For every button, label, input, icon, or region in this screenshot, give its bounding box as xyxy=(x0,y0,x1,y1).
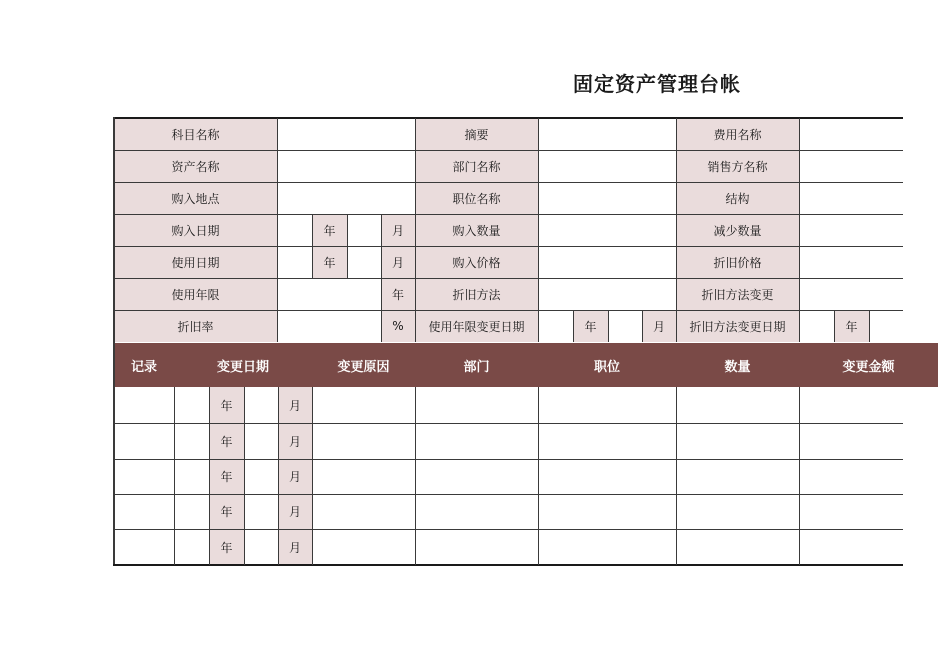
grid-line xyxy=(381,310,382,342)
value-depreciation-rate[interactable] xyxy=(277,310,381,342)
log-position-cell[interactable] xyxy=(538,423,676,459)
grid-line xyxy=(114,529,903,530)
grid-line xyxy=(415,387,416,565)
value-use-years[interactable] xyxy=(277,278,381,310)
log-year-unit: 年 xyxy=(209,529,244,565)
label-depreciation-method: 折旧方法 xyxy=(415,278,538,310)
value-structure[interactable] xyxy=(799,182,903,214)
value-summary[interactable] xyxy=(538,118,676,150)
grid-line xyxy=(277,310,278,342)
grid-line xyxy=(114,182,903,183)
grid-line xyxy=(415,278,416,310)
grid-line xyxy=(676,150,677,182)
grid-line xyxy=(538,150,539,182)
grid-line xyxy=(114,214,903,215)
value-purchase-price[interactable] xyxy=(538,246,676,278)
grid-line xyxy=(113,118,903,119)
grid-line xyxy=(312,214,313,246)
log-position-cell[interactable] xyxy=(538,387,676,423)
value-purchase-month[interactable] xyxy=(347,214,381,246)
label-expense-name: 费用名称 xyxy=(676,118,799,150)
grid-line xyxy=(538,387,539,565)
grid-line xyxy=(347,214,348,246)
unit-month: 月 xyxy=(642,310,676,342)
label-use-years: 使用年限 xyxy=(114,278,277,310)
log-month-unit: 月 xyxy=(278,494,312,529)
grid-line xyxy=(312,246,313,278)
log-change-reason-cell[interactable] xyxy=(312,459,415,494)
unit-year: 年 xyxy=(834,310,869,342)
label-subject-name: 科目名称 xyxy=(114,118,277,150)
header-quantity: 数量 xyxy=(676,343,799,387)
log-date-year-value[interactable] xyxy=(174,459,209,494)
label-department-name: 部门名称 xyxy=(415,150,538,182)
value-purchase-year[interactable] xyxy=(277,214,312,246)
unit-month: 月 xyxy=(381,214,415,246)
grid-line xyxy=(114,150,903,151)
grid-line xyxy=(114,117,115,566)
page-title: 固定资产管理台帐 xyxy=(573,72,741,96)
log-record-cell[interactable] xyxy=(114,423,174,459)
grid-line xyxy=(277,246,278,278)
grid-line xyxy=(573,310,574,342)
label-vendor-name: 销售方名称 xyxy=(676,150,799,182)
value-decrease-qty[interactable] xyxy=(799,214,903,246)
log-position-cell[interactable] xyxy=(538,459,676,494)
label-use-years-change-date: 使用年限变更日期 xyxy=(415,310,538,342)
log-year-unit: 年 xyxy=(209,459,244,494)
log-change-reason-cell[interactable] xyxy=(312,423,415,459)
log-date-month-value[interactable] xyxy=(244,387,278,423)
log-change-amount-cell[interactable] xyxy=(799,423,903,459)
value-method-change-year[interactable] xyxy=(799,310,834,342)
log-position-cell[interactable] xyxy=(538,494,676,529)
grid-line xyxy=(799,246,800,278)
value-purchase-place[interactable] xyxy=(277,182,415,214)
log-department-cell[interactable] xyxy=(415,494,538,529)
log-change-amount-cell[interactable] xyxy=(799,494,903,529)
grid-line xyxy=(381,278,382,310)
log-month-unit: 月 xyxy=(278,529,312,565)
log-record-cell[interactable] xyxy=(114,459,174,494)
label-summary: 摘要 xyxy=(415,118,538,150)
grid-line xyxy=(538,118,539,150)
unit-month: 月 xyxy=(381,246,415,278)
unit-percent: % xyxy=(381,310,415,342)
log-quantity-cell[interactable] xyxy=(676,387,799,423)
unit-year: 年 xyxy=(312,214,347,246)
log-department-cell[interactable] xyxy=(415,459,538,494)
label-depreciation-price: 折旧价格 xyxy=(676,246,799,278)
grid-line xyxy=(415,246,416,278)
grid-line xyxy=(174,387,175,565)
log-date-year-value[interactable] xyxy=(174,529,209,565)
grid-line xyxy=(676,182,677,214)
log-date-year-value[interactable] xyxy=(174,423,209,459)
label-depreciation-method-change: 折旧方法变更 xyxy=(676,278,799,310)
log-department-cell[interactable] xyxy=(415,387,538,423)
grid-line xyxy=(312,387,313,565)
label-purchase-price: 购入价格 xyxy=(415,246,538,278)
log-change-amount-cell[interactable] xyxy=(799,387,903,423)
value-vendor-name[interactable] xyxy=(799,150,903,182)
grid-line xyxy=(277,278,278,310)
grid-line xyxy=(799,387,800,565)
unit-year: 年 xyxy=(312,246,347,278)
header-change-amount: 变更金额 xyxy=(799,343,938,387)
log-date-year-value[interactable] xyxy=(174,494,209,529)
grid-line xyxy=(113,565,903,566)
grid-line xyxy=(799,278,800,310)
log-date-month-value[interactable] xyxy=(244,423,278,459)
label-use-date: 使用日期 xyxy=(114,246,277,278)
grid-line xyxy=(676,214,677,246)
grid-line xyxy=(381,246,382,278)
grid-line xyxy=(277,118,278,150)
log-date-year-value[interactable] xyxy=(174,387,209,423)
label-structure: 结构 xyxy=(676,182,799,214)
unit-year: 年 xyxy=(573,310,608,342)
log-department-cell[interactable] xyxy=(415,423,538,459)
label-depreciation-rate: 折旧率 xyxy=(114,310,277,342)
label-position-name: 职位名称 xyxy=(415,182,538,214)
grid-line xyxy=(538,310,539,342)
log-quantity-cell[interactable] xyxy=(676,423,799,459)
value-use-years-change-year[interactable] xyxy=(538,310,573,342)
grid-line xyxy=(114,246,903,247)
value-use-month[interactable] xyxy=(347,246,381,278)
grid-line xyxy=(676,246,677,278)
log-record-cell[interactable] xyxy=(114,494,174,529)
grid-line xyxy=(244,387,245,565)
grid-line xyxy=(799,118,800,150)
grid-line xyxy=(415,118,416,150)
label-asset-name: 资产名称 xyxy=(114,150,277,182)
grid-line xyxy=(799,182,800,214)
grid-line xyxy=(209,387,210,565)
log-month-unit: 月 xyxy=(278,459,312,494)
grid-line xyxy=(278,387,279,565)
grid-line xyxy=(114,494,903,495)
value-department-name[interactable] xyxy=(538,150,676,182)
value-depreciation-method-change[interactable] xyxy=(799,278,903,310)
grid-line xyxy=(676,278,677,310)
value-position-name[interactable] xyxy=(538,182,676,214)
grid-line xyxy=(676,387,677,565)
log-month-unit: 月 xyxy=(278,387,312,423)
label-decrease-qty: 减少数量 xyxy=(676,214,799,246)
header-change-reason: 变更原因 xyxy=(312,343,415,387)
log-month-unit: 月 xyxy=(278,423,312,459)
log-date-month-value[interactable] xyxy=(244,494,278,529)
grid-line xyxy=(538,246,539,278)
label-purchase-qty: 购入数量 xyxy=(415,214,538,246)
value-depreciation-price[interactable] xyxy=(799,246,903,278)
log-change-reason-cell[interactable] xyxy=(312,529,415,565)
value-depreciation-method[interactable] xyxy=(538,278,676,310)
unit-year: 年 xyxy=(381,278,415,310)
log-date-month-value[interactable] xyxy=(244,459,278,494)
grid-line xyxy=(538,214,539,246)
log-year-unit: 年 xyxy=(209,387,244,423)
grid-line xyxy=(277,214,278,246)
log-position-cell[interactable] xyxy=(538,529,676,565)
grid-line xyxy=(538,278,539,310)
log-year-unit: 年 xyxy=(209,494,244,529)
grid-line xyxy=(869,310,870,342)
header-change-date: 变更日期 xyxy=(174,343,312,387)
grid-line xyxy=(608,310,609,342)
grid-line xyxy=(415,214,416,246)
label-purchase-place: 购入地点 xyxy=(114,182,277,214)
log-record-cell[interactable] xyxy=(114,387,174,423)
grid-line xyxy=(799,150,800,182)
grid-line xyxy=(676,118,677,150)
log-record-cell[interactable] xyxy=(114,529,174,565)
label-depreciation-method-change-date: 折旧方法变更日期 xyxy=(676,310,799,342)
header-position: 职位 xyxy=(538,343,676,387)
header-record: 记录 xyxy=(114,343,174,387)
value-subject-name[interactable] xyxy=(277,118,415,150)
value-method-change-month[interactable] xyxy=(869,310,903,342)
grid-line xyxy=(538,182,539,214)
grid-line xyxy=(114,310,903,311)
grid-line xyxy=(676,310,677,342)
log-change-reason-cell[interactable] xyxy=(312,494,415,529)
log-change-amount-cell[interactable] xyxy=(799,459,903,494)
log-quantity-cell[interactable] xyxy=(676,529,799,565)
value-asset-name[interactable] xyxy=(277,150,415,182)
value-purchase-qty[interactable] xyxy=(538,214,676,246)
grid-line xyxy=(277,150,278,182)
log-date-month-value[interactable] xyxy=(244,529,278,565)
log-department-cell[interactable] xyxy=(415,529,538,565)
grid-line xyxy=(415,150,416,182)
grid-line xyxy=(277,182,278,214)
grid-line xyxy=(114,459,903,460)
grid-line xyxy=(381,214,382,246)
grid-line xyxy=(415,182,416,214)
label-purchase-date: 购入日期 xyxy=(114,214,277,246)
log-change-amount-cell[interactable] xyxy=(799,529,903,565)
log-year-unit: 年 xyxy=(209,423,244,459)
grid-line xyxy=(834,310,835,342)
log-quantity-cell[interactable] xyxy=(676,494,799,529)
value-use-years-change-month[interactable] xyxy=(608,310,642,342)
grid-line xyxy=(347,246,348,278)
header-department: 部门 xyxy=(415,343,538,387)
log-quantity-cell[interactable] xyxy=(676,459,799,494)
grid-line xyxy=(114,423,903,424)
value-expense-name[interactable] xyxy=(799,118,903,150)
grid-line xyxy=(642,310,643,342)
value-use-year[interactable] xyxy=(277,246,312,278)
log-change-reason-cell[interactable] xyxy=(312,387,415,423)
grid-line xyxy=(415,310,416,342)
grid-line xyxy=(799,310,800,342)
grid-line xyxy=(114,278,903,279)
grid-line xyxy=(799,214,800,246)
